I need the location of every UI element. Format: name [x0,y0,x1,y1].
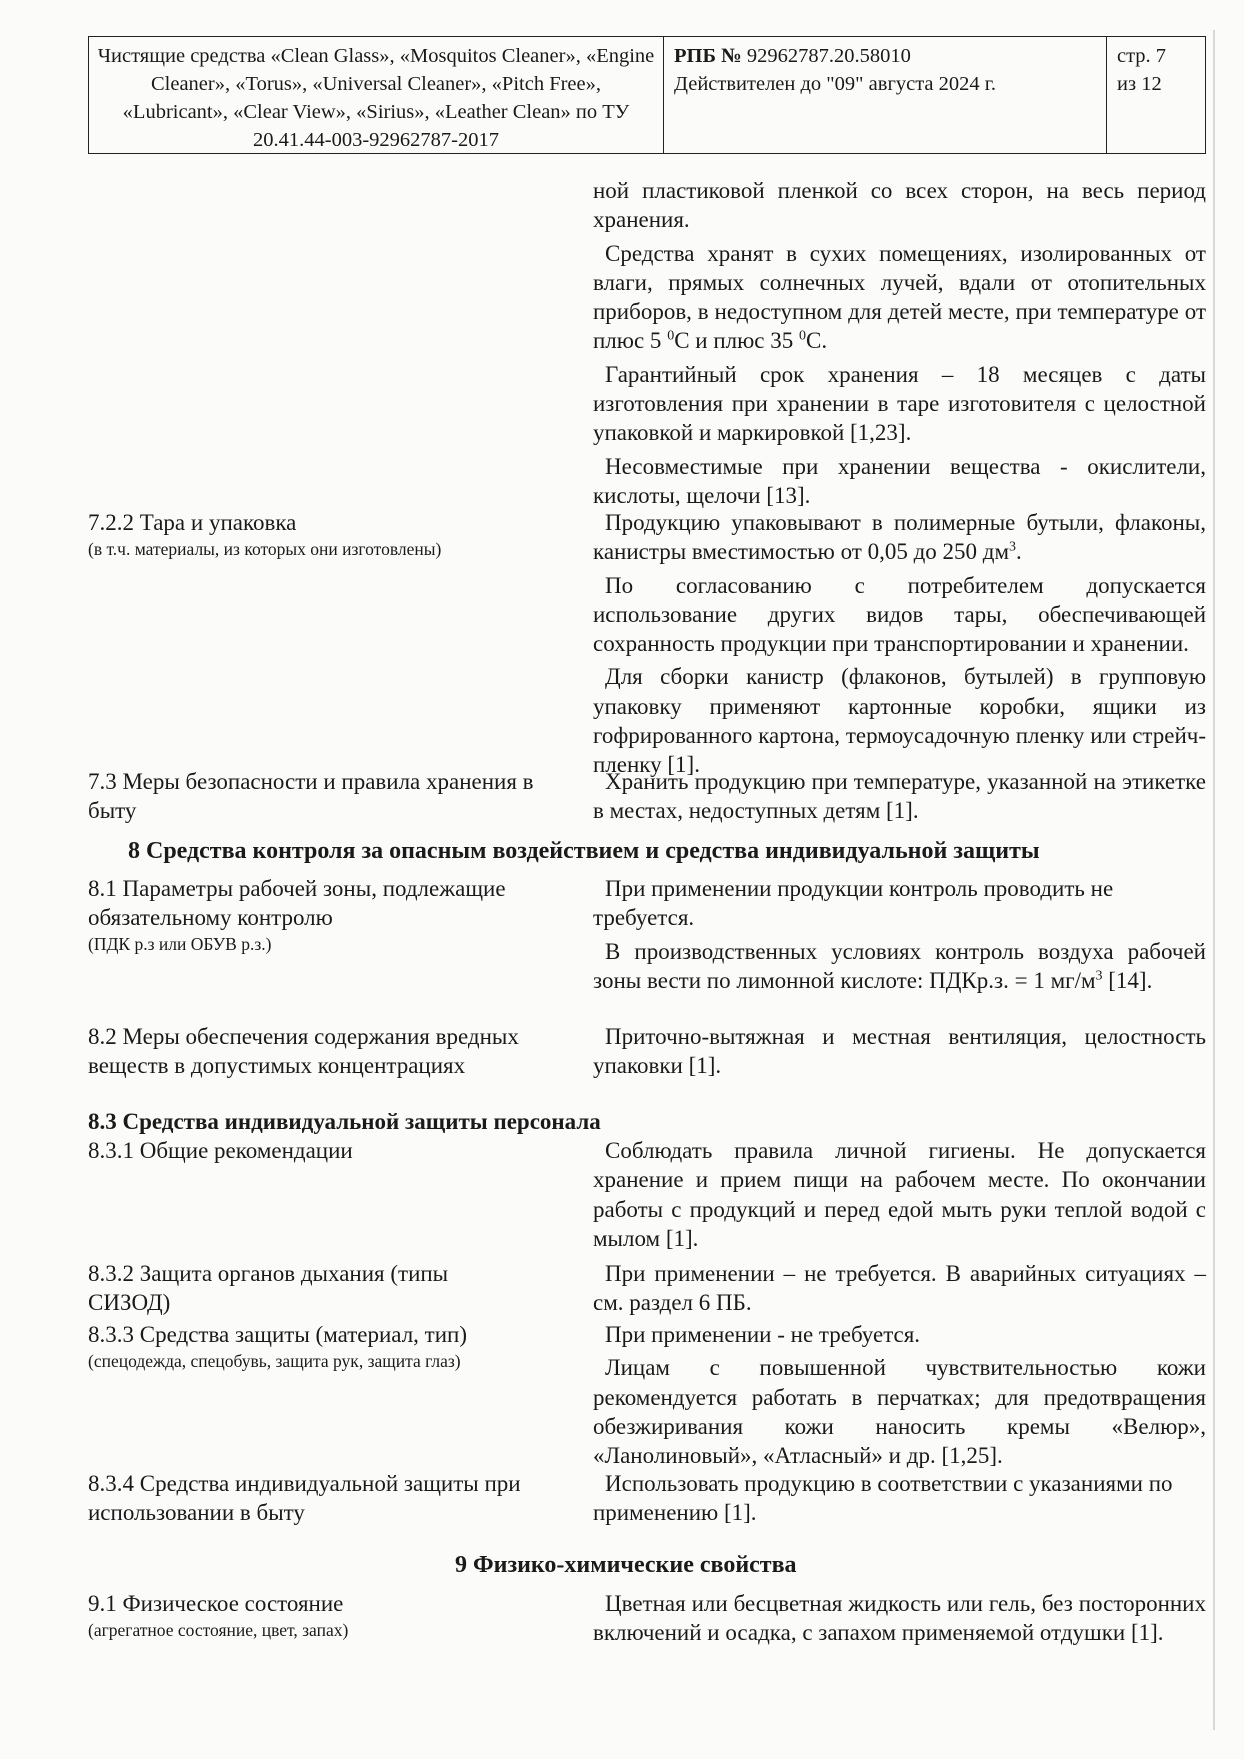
s832-p1: При применении – не требуется. В аварийных ситуациях – см. раздел 6 ПБ. [593,1261,1206,1316]
page-label: стр. 7 [1117,45,1167,67]
section-sublabel: (спецодежда, спецобувь, защита рук, защита глаз) [88,1351,461,1371]
s81-p2: В производственных условиях контроль воздуха рабочей зоны вести по лимонной кислоте: ПДКр.з. = 1 $мг/м^3$ [14]. [593,938,1206,993]
section-label: 8.2 Меры обеспечения содержания вредных веществ в допустимых концентрациях [88,1024,519,1078]
section-label: 9.1 Физическое состояние (агрегатное состояние, цвет, запах) [88,1589,543,1642]
rpb-prefix: РПБ № [674,45,742,67]
s833-p1: При применении - не требуется. [605,1322,921,1347]
section-label: 8.3.4 Средства индивидуальной защиты при использовании в быту [88,1471,521,1525]
section-8-3-heading: 8.3 Средства индивидуальной защиты персонала [88,1109,601,1134]
storage-p4: Несовместимые при хранении вещества - окислители, кислоты, щелочи [13]. [593,453,1206,508]
rpb-number: 92962787.20.58010 [746,45,911,67]
section-text [593,1469,1206,1532]
s833-p2: Лицам с повышенной чувствительностью кожи рекомендуется работать в перчатках; для предотвращения обезжиривания кожи наносить кремы «Велюр», «Ланолиновый», «Атласный» и др. [1,25]. [593,1355,1206,1469]
section-label: 8.3.1 Общие рекомендации [88,1138,353,1163]
section-9-heading: 9 Физико-химические свойства [455,1552,797,1578]
storage-p1: ной пластиковой пленкой со всех сторон, на весь период хранения. [593,178,1206,233]
storage-p3: Гарантийный срок хранения – 18 месяцев с даты изготовления при хранении в таре изготовителя с целостной упаковкой и маркировкой [1,23]. [593,361,1206,446]
valid-until: Действителен до "09" августа 2024 г. [674,73,996,95]
s722-p2: По согласованию с потребителем допускается использование других видов тары, обеспечивающей сохранность продукции при транспортировании и хранении. [593,572,1206,657]
section-label: 7.3 Меры безопасности и правила хранения в быту [88,769,534,823]
header-table [88,36,1206,154]
s81-p1: При применении продукции контроль проводить не требуется. [593,876,1114,931]
section-text [593,1022,1206,1085]
storage-p2: Средства хранят в сухих помещениях, изолированных от влаги, прямых солнечных лучей, вдали от отопительных приборов, в недоступном для детей месте, при температуре от плюс 5 $^0$С и плюс 35 $^0$С. [593,240,1206,354]
header-page-number [1107,37,1205,153]
section-text [593,1320,1206,1474]
storage-text [593,176,1206,514]
section-text [593,1259,1206,1322]
section-sublabel: (ПДК р.з или ОБУВ р.з.) [88,934,272,954]
section-label: 8.3.2 Защита органов дыхания (типы СИЗОД) [88,1261,449,1315]
section-label: 8.1 Параметры рабочей зоны, подлежащие обязательному контролю (ПДК р.з или ОБУВ р.з.) [88,874,528,956]
section-text [593,508,1206,784]
s722-p3: Для сборки канистр (флаконов, бутылей) в групповую упаковку применяют картонные коробки, ящики из гофрированного картона, термоусадочную пленку или стрейч-пленку [1]. [593,664,1206,778]
s722-p1: Продукцию упаковывают в полимерные бутыли, флаконы, канистры вместимостью от 0,05 до 250 $дм^3$. [593,510,1206,565]
header-product: Чистящие средства «Clean Glass», «Mosquitos Cleaner», «Engine Cleaner», «Torus», «Universal Cleaner», «Pitch Free», «Lubricant», «Clear View», «Sirius», «Leather Clean» по ТУ 20.41.44-003-92962787-2017 [89,37,664,153]
s73-p1: Хранить продукцию при температуре, указанной на этикетке в местах, недоступных детям [1]. [593,769,1206,824]
section-8-heading: 8 Средства контроля за опасным воздействием и средства индивидуальной защиты [128,838,1040,864]
section-text [593,874,1206,999]
section-text [593,1589,1206,1652]
section-text [593,1136,1206,1257]
s91-p1: Цветная или бесцветная жидкость или гель, без посторонних включений и осадка, с запахом применяемой отдушки [1]. [593,1591,1206,1646]
s831-p1: Соблюдать правила личной гигиены. Не допускается хранение и прием пищи на рабочем месте. По окончании работы с продукций и перед едой мыть руки теплой водой с мылом [1]. [593,1138,1206,1251]
scan-edge-line [1213,30,1215,1730]
header-registration [664,37,1107,153]
section-sublabel: (агрегатное состояние, цвет, запах) [88,1620,349,1640]
section-text [593,767,1206,830]
s82-p1: Приточно-вытяжная и местная вентиляция, целостность упаковки [1]. [593,1024,1206,1079]
section-sublabel: (в т.ч. материалы, из которых они изготовлены) [88,539,442,559]
page-total: из 12 [1117,73,1162,95]
s834-p1: Использовать продукцию в соответствии с указаниями по применению [1]. [593,1471,1173,1526]
section-label: 7.2.2 Тара и упаковка (в т.ч. материалы, из которых они изготовлены) [88,508,543,561]
section-label: 8.3.3 Средства защиты (материал, тип) (спецодежда, спецобувь, защита рук, защита глаз) [88,1320,543,1373]
